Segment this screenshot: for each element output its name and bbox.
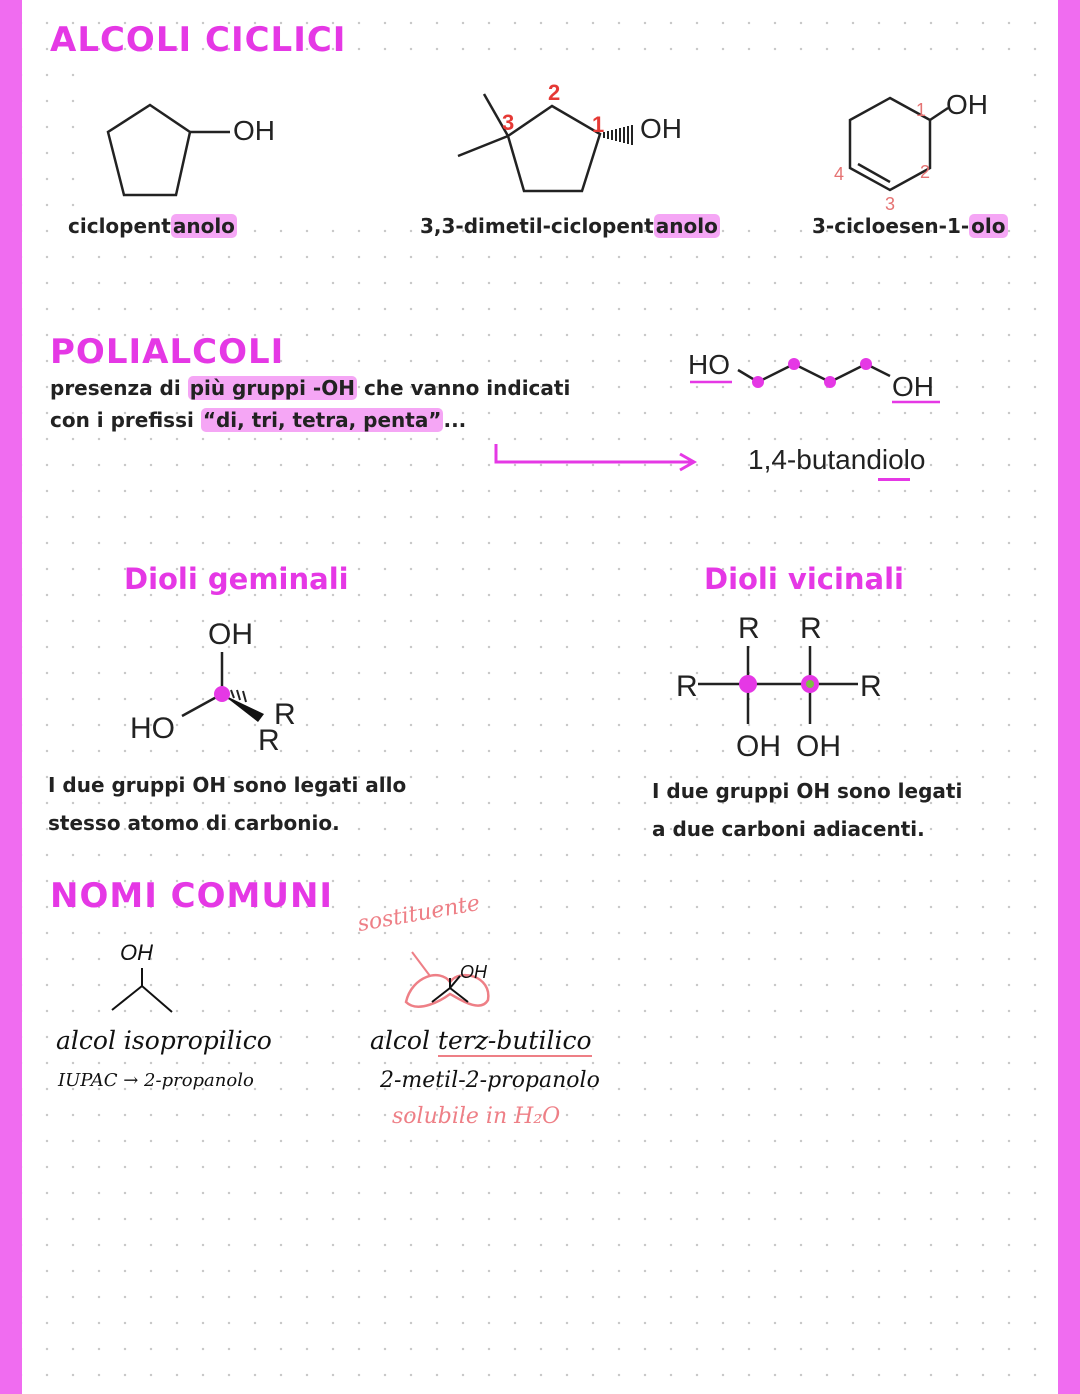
cyclohexenol-number-2: 2 (920, 162, 931, 182)
polyols-text-2b: “di, tri, tetra, penta” (202, 408, 442, 432)
dimethyl-number-3: 3 (502, 110, 515, 135)
cyclohexenol-name-suffix: olo (971, 214, 1006, 238)
cyclopentanol-oh-label: OH (233, 115, 275, 146)
dimethylcyclopentanol-name-plain: 3,3-dimetil-ciclopent (420, 214, 654, 238)
polyols-text-2c: ... (443, 408, 467, 432)
vicinal-oh-right: OH (796, 730, 841, 763)
cyclopentanol-name (68, 214, 237, 238)
butanediol-oh-label: OH (892, 371, 934, 402)
dimethylcyclopentanol-name-suffix: anolo (655, 214, 718, 238)
heading-dioli-geminali: Dioli geminali (124, 562, 349, 596)
polyols-description-line2 (50, 404, 570, 436)
cyclopentanol-name-suffix: anolo (172, 214, 235, 238)
dimethyl-number-2: 2 (548, 80, 561, 105)
tertbutyl-name-main: terz-butilico (437, 1026, 592, 1055)
isopropyl-oh-label: OH (120, 940, 153, 965)
substituent-annotation: sostituente (355, 890, 482, 937)
cyclohexenol-number-3: 3 (885, 194, 896, 214)
vicinal-diol-structure (670, 606, 900, 766)
heading-alcoli-ciclici: ALCOLI CICLICI (50, 20, 347, 60)
vicinal-description-line1: I due gruppi OH sono legati (652, 779, 963, 803)
polyols-text-1c: che vanno indicati (356, 376, 571, 400)
tertbutyl-name-prefix: alcol (370, 1026, 438, 1055)
vicinal-r-left: R (676, 670, 698, 703)
geminal-description-line1: I due gruppi OH sono legati allo (48, 773, 407, 797)
geminal-ho-label: HO (130, 712, 175, 745)
cyclohexenol-number-1: 1 (916, 100, 927, 120)
vicinal-description (652, 772, 962, 848)
cyclohexenol-number-4: 4 (834, 164, 845, 184)
page-border-right (1058, 0, 1080, 1394)
geminal-oh-label: OH (208, 618, 253, 651)
geminal-description-line2: stesso atomo di carbonio. (48, 811, 340, 835)
dimethyl-oh-label: OH (640, 113, 682, 144)
geminal-r-label-2: R (258, 724, 280, 757)
vicinal-oh-left: OH (736, 730, 781, 763)
cyclohexenol-structure (830, 80, 1010, 215)
dimethylcyclopentanol-name (420, 214, 720, 238)
arrow-icon (488, 440, 708, 480)
isopropyl-name: alcol isopropilico (56, 1026, 272, 1055)
dimethyl-number-1: 1 (592, 112, 605, 137)
isopropyl-iupac: IUPAC → 2-propanolo (58, 1070, 254, 1091)
polyols-text-2a: con i prefissi (50, 408, 201, 432)
vicinal-r-top-left: R (738, 612, 760, 645)
tertbutyl-solubility-note: solubile in H₂O (392, 1104, 561, 1129)
geminal-description (48, 766, 406, 842)
polyols-text-1a: presenza di (50, 376, 188, 400)
tertbutyl-iupac: 2-metil-2-propanolo (380, 1068, 600, 1093)
vicinal-r-top-right: R (800, 612, 822, 645)
butanediol-structure (680, 340, 960, 420)
heading-dioli-vicinali: Dioli vicinali (704, 562, 904, 596)
butanediol-underline (878, 478, 910, 481)
polyols-text-1b: più gruppi -OH (189, 376, 355, 400)
cyclohexenol-oh-label: OH (946, 89, 988, 120)
heading-nomi-comuni: NOMI COMUNI (50, 876, 334, 916)
cyclopentanol-structure (90, 90, 290, 210)
polyols-description-line1 (50, 372, 570, 404)
cyclopentanol-name-plain: ciclopent (68, 214, 171, 238)
tertbutyl-oh-label: OH (460, 962, 487, 982)
heading-polialcoli: POLIALCOLI (50, 332, 285, 372)
geminal-diol-structure (120, 612, 320, 762)
cyclohexenol-name-plain: 3-cicloesen-1- (812, 214, 970, 238)
polyols-description (50, 372, 570, 436)
isopropyl-alcohol-structure (104, 934, 194, 1024)
tertbutyl-name (370, 1026, 592, 1055)
butanediol-name: 1,4-butandiolo (748, 444, 926, 475)
vicinal-description-line2: a due carboni adiacenti. (652, 817, 925, 841)
page-border-left (0, 0, 22, 1394)
geminal-r-label-1: R (274, 698, 296, 731)
tert-butyl-alcohol-structure (396, 948, 516, 1028)
cyclohexenol-name (812, 214, 1008, 238)
butanediol-ho-label: HO (688, 349, 730, 380)
dimethylcyclopentanol-structure (440, 76, 710, 206)
vicinal-r-right: R (860, 670, 882, 703)
